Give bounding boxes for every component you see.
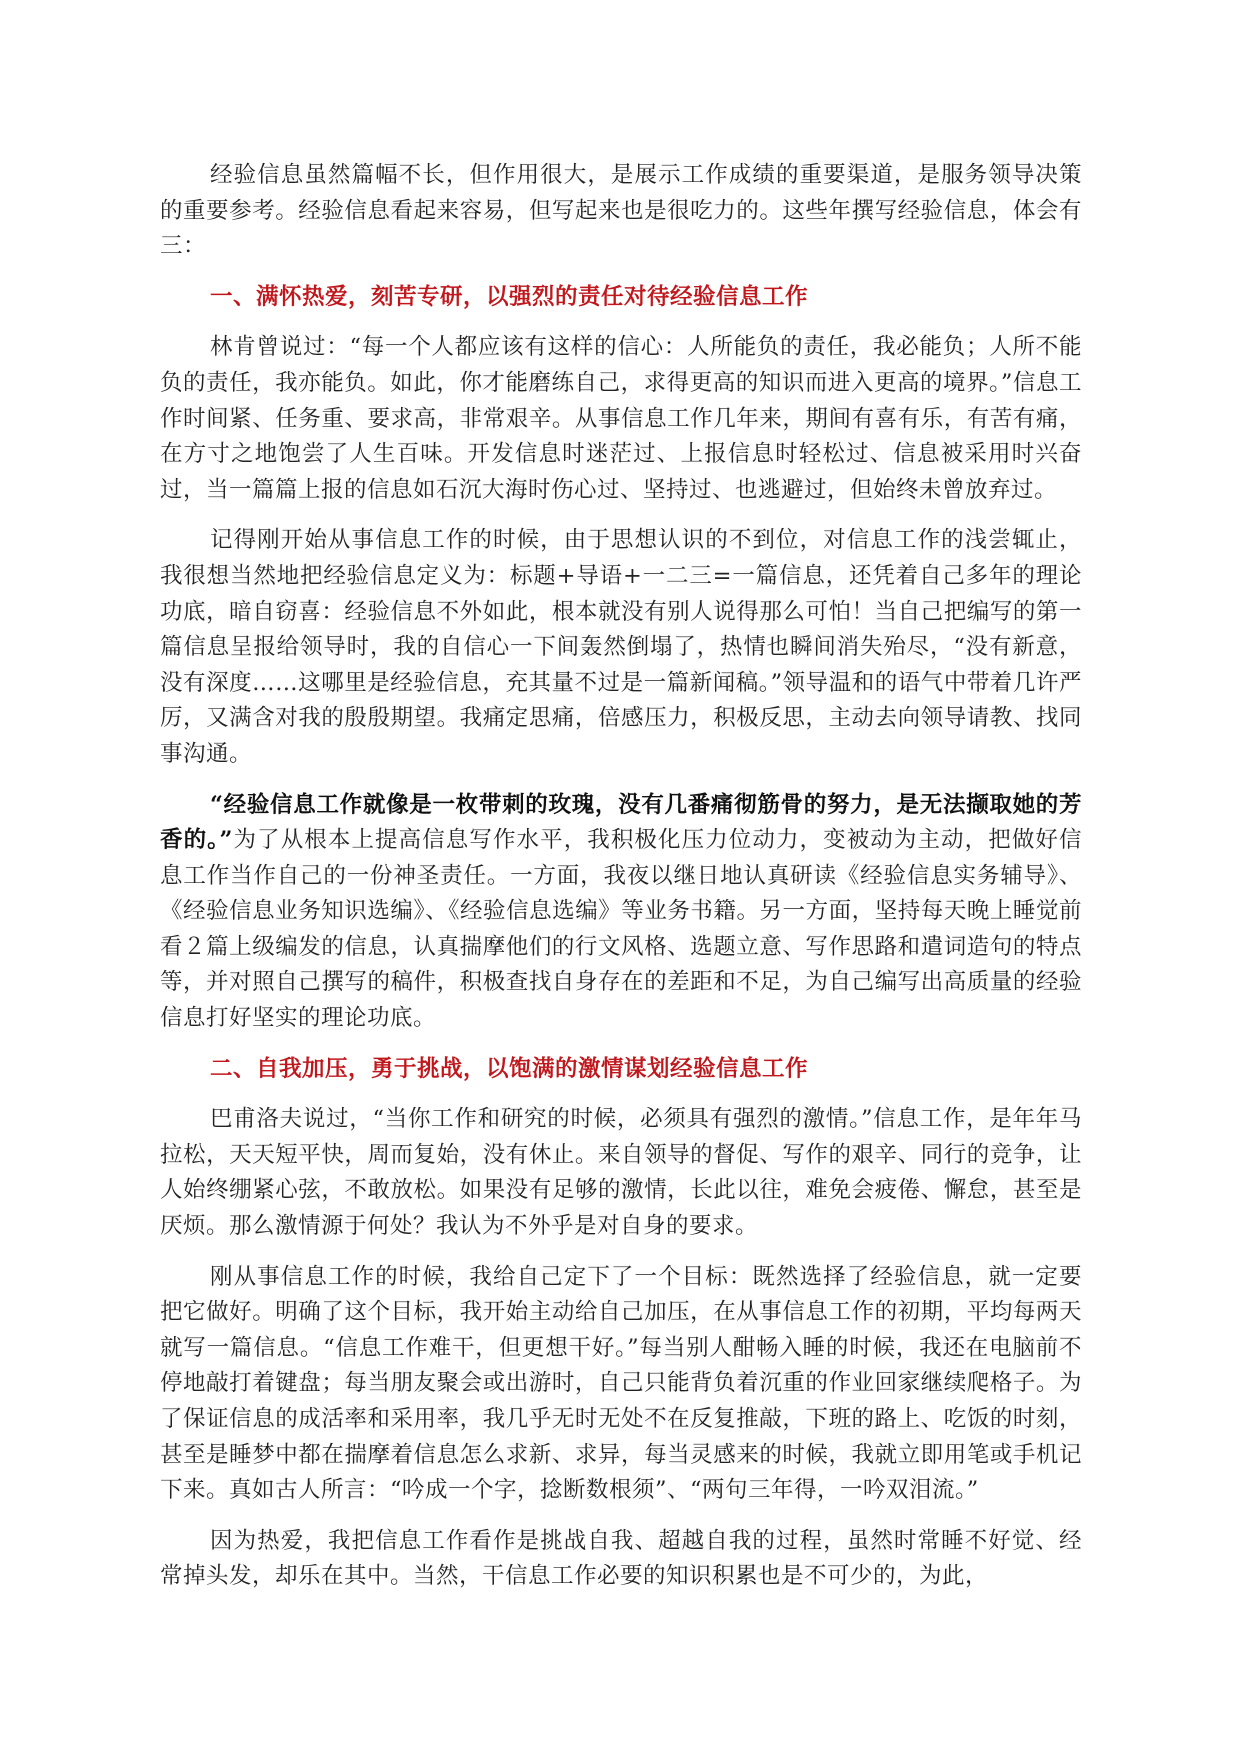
section-heading-1: 一、满怀热爱，刻苦专研，以强烈的责任对待经验信息工作 xyxy=(210,283,809,310)
paragraph-passion: 因为热爱，我把信息工作看作是挑战自我、超越自我的过程，虽然时常睡不好觉、经常掉头发，却乐在其中。当然，干信息工作必要的知识积累也是不可少的，为此， xyxy=(160,1527,1082,1590)
paragraph-rose-quote-body: 为了从根本上提高信息写作水平，我积极化压力位动力，变被动为主动，把做好信息工作当作自己的一份神圣责任。一方面，我夜以继日地认真研读《经验信息实务辅导》、《经验信息业务知识选编》、《经验信息选编》等业务书籍。另一方面，坚持每天晚上睡觉前看２篇上级编发的信息，认真揣摩他们的行文风格、选题立意、写作思路和遣词造句的特点等，并对照自己撰写的稿件，积极查找自身存在的差距和不足，为自己编写出高质量的经验信息打好坚实的理论功底。 xyxy=(160,827,1082,1032)
paragraph-goal-setting: 刚从事信息工作的时候，我给自己定下了一个目标：既然选择了经验信息，就一定要把它做好。明确了这个目标，我开始主动给自己加压，在从事信息工作的初期，平均每两天就写一篇信息。“信息工作难干，但更想干好。”每当别人酣畅入睡的时候，我还在电脑前不停地敲打着键盘；每当朋友聚会或出游时，自己只能背负着沉重的作业回家继续爬格子。为了保证信息的成活率和采用率，我几乎无时无处不在反复推敲，下班的路上、吃饭的时刻，甚至是睡梦中都在揣摩着信息怎么求新、求异，每当灵感来的时候，我就立即用笔或手机记下来。真如古人所言：“吟成一个字，捻断数根须”、“两句三年得，一吟双泪流。” xyxy=(160,1263,1082,1504)
section-heading-2: 二、自我加压，勇于挑战，以饱满的激情谋划经验信息工作 xyxy=(210,1055,809,1082)
document-page xyxy=(160,158,1082,1610)
bold-rose-quote: “经验信息工作就像是一枚带刺的玫瑰，没有几番痛彻筋骨的努力，是无法撷取她的芳香的。” xyxy=(160,791,1082,854)
intro-paragraph: 经验信息虽然篇幅不长，但作用很大，是展示工作成绩的重要渠道，是服务领导决策的重要参考。经验信息看起来容易，但写起来也是很吃力的。这些年撰写经验信息，体会有三： xyxy=(160,162,1082,260)
paragraph-lincoln-quote: 林肯曾说过：“每一个人都应该有这样的信心：人所能负的责任，我必能负；人所不能负的责任，我亦能负。如此，你才能磨练自己，求得更高的知识而进入更高的境界。”信息工作时间紧、任务重、要求高，非常艰辛。从事信息工作几年来，期间有喜有乐，有苦有痛，在方寸之地饱尝了人生百味。开发信息时迷茫过、上报信息时轻松过、信息被采用时兴奋过，当一篇篇上报的信息如石沉大海时伤心过、坚持过、也逃避过，但始终未曾放弃过。 xyxy=(160,334,1082,503)
paragraph-first-experience: 记得刚开始从事信息工作的时候，由于思想认识的不到位，对信息工作的浅尝辄止，我很想当然地把经验信息定义为：标题+导语+一二三=一篇信息，还凭着自己多年的理论功底，暗自窃喜：经验信息不外如此，根本就没有别人说得那么可怕！当自己把编写的第一篇信息呈报给领导时，我的自信心一下间轰然倒塌了，热情也瞬间消失殆尽，“没有新意，没有深度……这哪里是经验信息，充其量不过是一篇新闻稿。”领导温和的语气中带着几许严厉，又满含对我的殷殷期望。我痛定思痛，倍感压力，积极反思，主动去向领导请教、找同事沟通。 xyxy=(160,527,1082,767)
paragraph-rose-quote xyxy=(160,788,1082,1037)
paragraph-pavlov-quote: 巴甫洛夫说过，“当你工作和研究的时候，必须具有强烈的激情。”信息工作，是年年马拉松，天天短平快，周而复始，没有休止。来自领导的督促、写作的艰辛、同行的竞争，让人始终绷紧心弦，不敢放松。如果没有足够的激情，长此以往，难免会疲倦、懈怠，甚至是厌烦。那么激情源于何处？我认为不外乎是对自身的要求。 xyxy=(160,1106,1082,1240)
